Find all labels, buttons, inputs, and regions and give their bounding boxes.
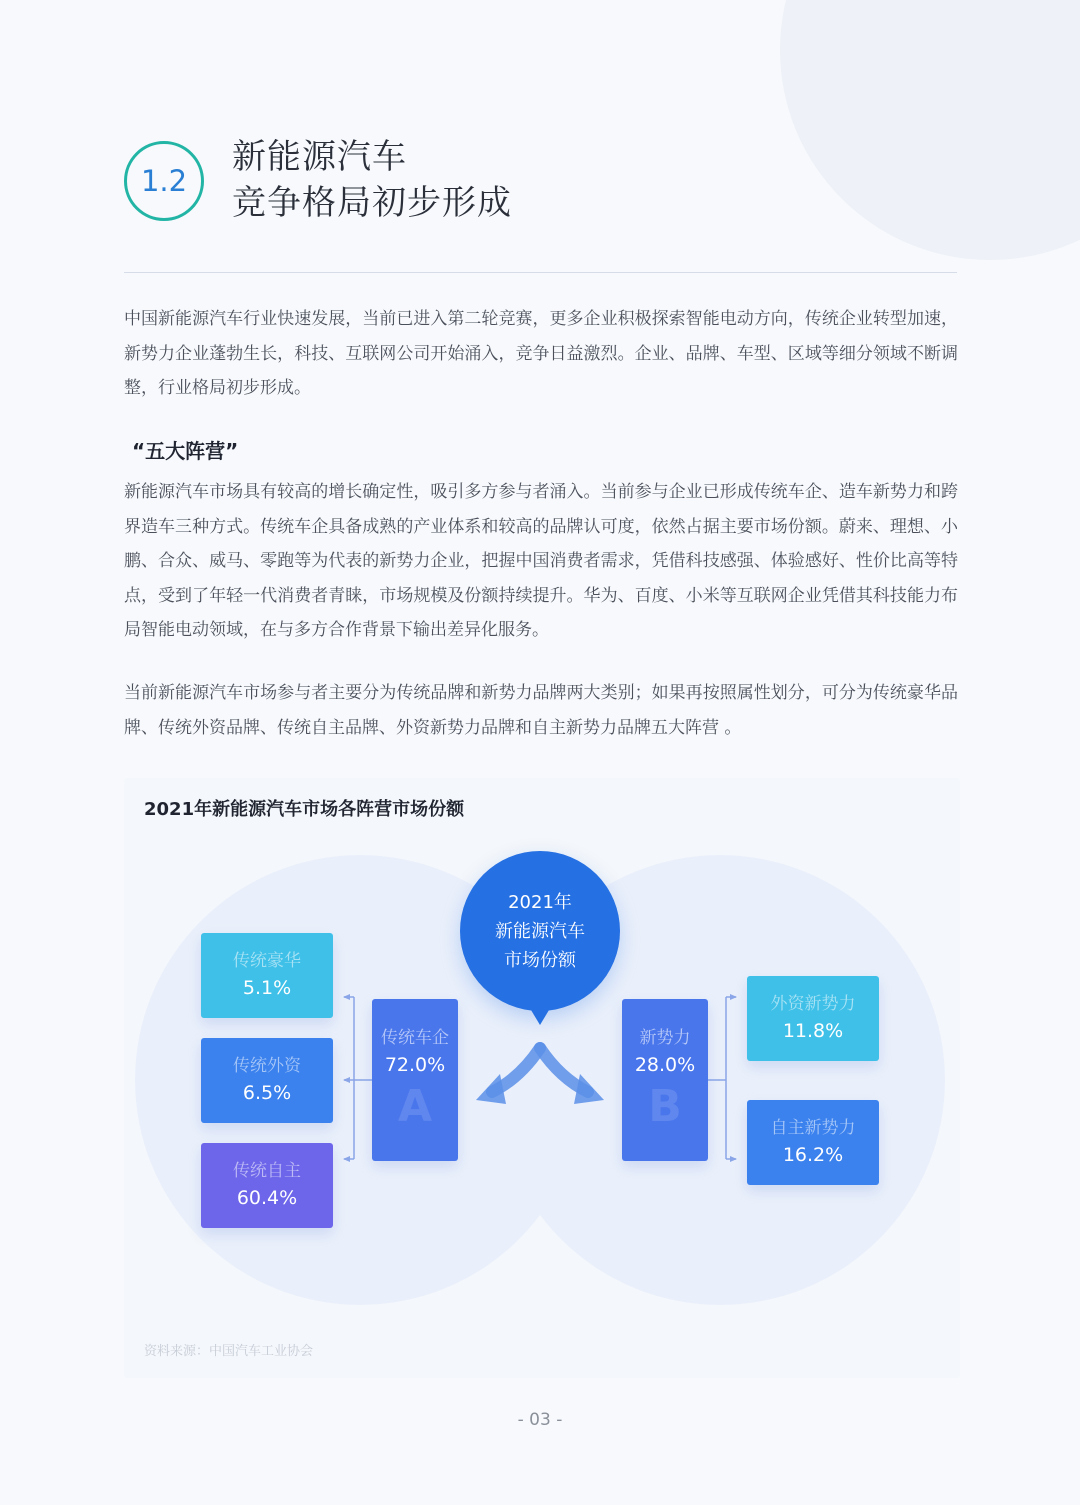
figure-title: 2021年新能源汽车市场各阵营市场份额: [144, 799, 465, 820]
traditional-domestic-box: [201, 1143, 333, 1228]
traditional-luxury-value: 5.1%: [242, 976, 292, 999]
traditional-domestic-label: 传统自主: [233, 1160, 301, 1181]
domestic-new-force-box: [747, 1100, 879, 1185]
group-a-letter: A: [397, 1081, 433, 1132]
domestic-new-force-label: 自主新势力: [770, 1117, 856, 1138]
section-title-line1: 新能源汽车: [232, 137, 407, 177]
foreign-new-force-label: 外资新势力: [770, 993, 856, 1014]
traditional-foreign-box: [201, 1038, 333, 1123]
section-number: 1.2: [140, 164, 188, 198]
center-line2: 新能源汽车: [495, 920, 585, 942]
group-b-letter: B: [648, 1081, 682, 1132]
group-b-value: 28.0%: [634, 1054, 696, 1076]
traditional-foreign-value: 6.5%: [242, 1081, 292, 1104]
intro-paragraph: 中国新能源汽车行业快速发展，当前已进入第二轮竞赛，更多企业积极探索智能电动方向，传统企业转型加速，新势力企业蓬勃生长，科技、互联网公司开始涌入，竞争日益激烈。企业、品牌、车型、区域等细分领域不断调整，行业格局初步形成。: [124, 309, 958, 398]
group-a-box: [372, 999, 458, 1161]
body-paragraph-2: 当前新能源汽车市场参与者主要分为传统品牌和新势力品牌两大类别；如果再按照属性划分，可分为传统豪华品牌、传统外资品牌、传统自主品牌、外资新势力品牌和自主新势力品牌五大阵营 。: [124, 683, 958, 738]
traditional-luxury-box: [201, 933, 333, 1018]
group-b-box: [622, 999, 708, 1161]
center-bubble-pointer: [528, 1005, 552, 1025]
body-paragraph-1: 新能源汽车市场具有较高的增长确定性，吸引多方参与者涌入。当前参与企业已形成传统车企、造车新势力和跨界造车三种方式。传统车企具备成熟的产业体系和较高的品牌认可度，依然占据主要市场份额。蔚来、理想、小鹏、合众、威马、零跑等为代表的新势力企业，把握中国消费者需求，凭借科技感强、体验感好、性价比高等特点，受到了年轻一代消费者青睐，市场规模及份额持续提升。华为、百度、小米等互联网企业凭借其科技能力布局智能电动领域，在与多方合作背景下输出差异化服务。: [124, 482, 958, 640]
subheading: “五大阵营”: [132, 439, 239, 463]
figure-source: 资料来源：中国汽车工业协会: [144, 1344, 314, 1359]
traditional-domestic-value: 60.4%: [236, 1186, 298, 1209]
group-a-label: 传统车企: [381, 1028, 449, 1048]
foreign-new-force-box: [747, 976, 879, 1061]
section-title-line2: 竞争格局初步形成: [232, 183, 512, 223]
center-line1: 2021年: [508, 891, 572, 913]
domestic-new-force-value: 16.2%: [782, 1143, 844, 1166]
group-b-label: 新势力: [639, 1028, 691, 1048]
page-number: - 03 -: [517, 1410, 563, 1430]
center-line3: 市场份额: [504, 949, 576, 971]
traditional-foreign-label: 传统外资: [233, 1055, 301, 1076]
foreign-new-force-value: 11.8%: [782, 1019, 844, 1042]
center-bubble: [460, 851, 620, 1011]
group-a-value: 72.0%: [384, 1054, 446, 1076]
traditional-luxury-label: 传统豪华: [233, 950, 301, 971]
